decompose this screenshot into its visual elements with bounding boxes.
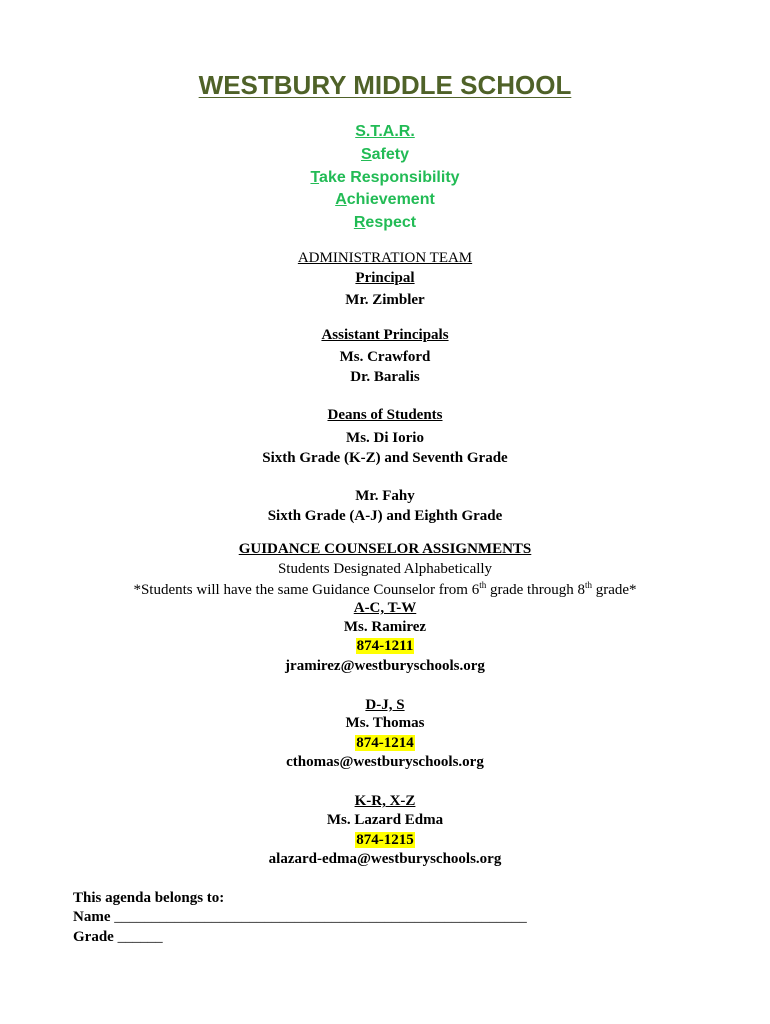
dean-grades: Sixth Grade (K-Z) and Seventh Grade (262, 450, 508, 466)
counselor-phone: 874-1214 (356, 735, 414, 751)
administration-heading: ADMINISTRATION TEAM (297, 250, 473, 266)
star-value-responsibility (0, 169, 770, 187)
star-value-respect (0, 214, 770, 232)
star-letter: S (360, 146, 372, 163)
counselor-email[interactable]: cthomas@westburyschools.org (286, 754, 484, 770)
counselor-email[interactable]: jramirez@westburyschools.org (285, 658, 485, 674)
star-word: afety (371, 146, 410, 163)
counselor-email[interactable]: alazard-edma@westburyschools.org (268, 851, 502, 867)
assistant-principals-label: Assistant Principals (321, 327, 449, 343)
dean-name: Ms. Di Iorio (346, 430, 424, 446)
grade-line (73, 929, 163, 946)
counselor-phone: 874-1215 (356, 832, 414, 848)
counselor-phone: 874-1211 (356, 638, 414, 654)
school-name: WESTBURY MIDDLE SCHOOL (198, 70, 572, 100)
star-letter: T (310, 169, 320, 186)
principal-label: Principal (355, 270, 415, 286)
star-word: espect (365, 214, 417, 231)
star-value-achievement (0, 191, 770, 209)
counselor-name: Ms. Ramirez (343, 619, 427, 635)
star-acronym: S.T.A.R. (355, 123, 415, 140)
belongs-label: This agenda belongs to: (73, 890, 225, 906)
counselor-name: Ms. Lazard Edma (326, 812, 444, 828)
school-title (0, 70, 770, 101)
guidance-subheading: Students Designated Alphabetically (277, 561, 493, 577)
assistant-principal-name: Ms. Crawford (339, 349, 431, 365)
guidance-heading: GUIDANCE COUNSELOR ASSIGNMENTS (238, 541, 532, 557)
counselor-range: K-R, X-Z (354, 793, 416, 809)
star-letter: A (335, 191, 347, 208)
name-blank[interactable]: _______________________________________________________ (114, 909, 527, 925)
star-value-safety (0, 146, 770, 164)
name-line (73, 909, 527, 926)
star-word: ake Responsibility (319, 169, 460, 186)
dean-grades: Sixth Grade (A-J) and Eighth Grade (267, 508, 503, 524)
star-letter: R (353, 214, 366, 231)
grade-blank[interactable]: ______ (117, 929, 163, 945)
name-label: Name (73, 909, 111, 925)
counselor-range: D-J, S (365, 697, 405, 713)
deans-label: Deans of Students (327, 407, 443, 423)
guidance-note: *Students will have the same Guidance Counselor from 6th grade through 8th grade* (133, 580, 637, 598)
principal-name: Mr. Zimbler (345, 292, 425, 308)
star-word: chievement (346, 191, 435, 208)
counselor-range: A-C, T-W (353, 600, 417, 616)
counselor-name: Ms. Thomas (345, 715, 425, 731)
dean-name: Mr. Fahy (355, 488, 415, 504)
assistant-principal-name: Dr. Baralis (350, 369, 420, 385)
grade-label: Grade (73, 929, 114, 945)
